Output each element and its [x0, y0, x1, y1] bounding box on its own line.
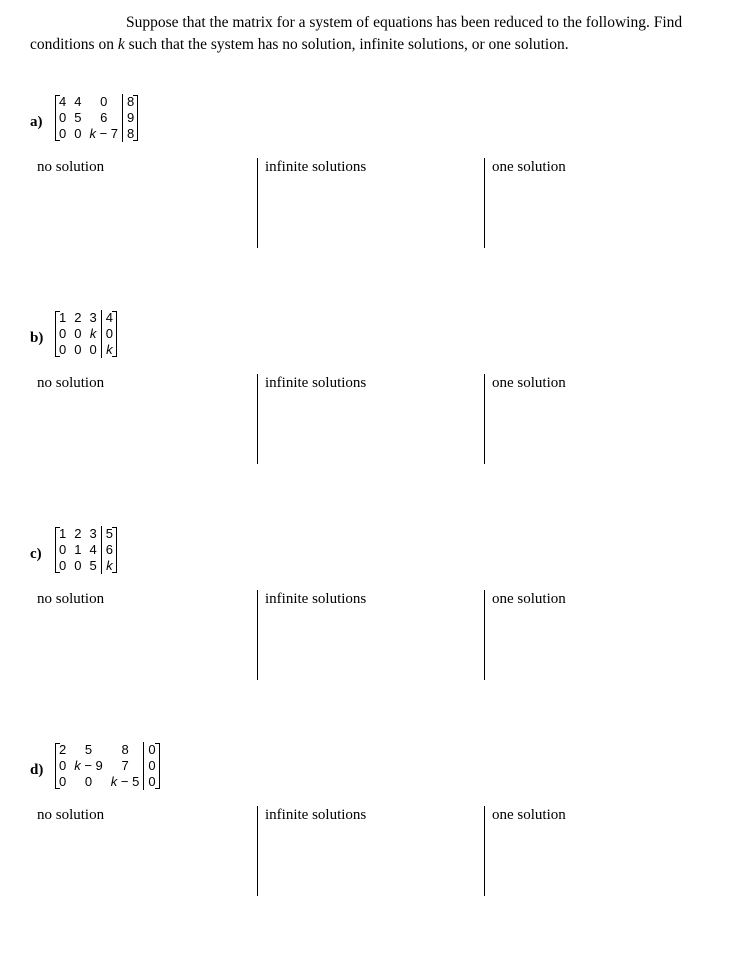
column-divider	[484, 806, 485, 896]
matrix-cell: 0	[59, 558, 67, 573]
column-divider	[257, 374, 258, 464]
matrix-cell: 0	[89, 342, 97, 357]
matrix-cell: k − 7	[89, 126, 119, 141]
instructions-text-a: conditions on	[30, 36, 118, 53]
matrix-cell: 0	[84, 774, 93, 789]
matrix-cell: 4	[89, 542, 97, 557]
matrix-cell: 7	[121, 758, 129, 773]
matrix-cell: 9	[123, 110, 139, 126]
matrix-cell: 0	[74, 342, 82, 357]
problem-c	[0, 526, 736, 726]
matrix-cell: k − 9	[74, 758, 103, 773]
matrix-cell: 0	[59, 326, 67, 341]
instructions-variable: k	[117, 36, 125, 53]
instructions-line-2	[30, 34, 720, 56]
matrix-cell: 8	[123, 126, 139, 142]
infinite-solutions-label: infinite solutions	[265, 807, 367, 823]
one-solution-label: one solution	[492, 375, 566, 391]
column-divider	[257, 158, 258, 248]
matrix-cell: 2	[59, 742, 67, 757]
problem-label: c)	[30, 546, 42, 562]
augmented-matrix	[55, 94, 138, 142]
matrix-cell: 2	[74, 526, 82, 541]
matrix-cell: 0	[59, 758, 67, 773]
matrix-cell: 2	[74, 310, 82, 325]
column-divider	[484, 590, 485, 680]
one-solution-label: one solution	[492, 591, 566, 607]
infinite-solutions-label: infinite solutions	[265, 591, 367, 607]
matrix-cell: 1	[59, 526, 67, 541]
matrix-cell: 5	[89, 558, 97, 573]
one-solution-label: one solution	[492, 159, 566, 175]
matrix-cell: 0	[100, 94, 108, 109]
matrix-cell: 0	[144, 742, 160, 758]
column-divider	[484, 374, 485, 464]
matrix-cell: 3	[89, 526, 97, 541]
matrix-cell: 0	[74, 326, 82, 341]
column-divider	[257, 806, 258, 896]
problem-a	[0, 94, 736, 294]
matrix-cell: 0	[144, 758, 160, 774]
matrix-cell: 0	[144, 774, 160, 790]
matrix-cell: 0	[74, 558, 82, 573]
matrix-cell: k	[101, 558, 117, 574]
problem-label: b)	[30, 330, 44, 346]
one-solution-label: one solution	[492, 807, 566, 823]
problem-label: a)	[30, 114, 43, 130]
no-solution-label: no solution	[37, 159, 105, 175]
matrix-cell: 5	[84, 742, 93, 757]
matrix-cell: 0	[59, 774, 67, 789]
matrix-cell: 0	[59, 110, 67, 125]
matrix-cell: 6	[100, 110, 108, 125]
problem-d	[0, 742, 736, 942]
instructions-line-1: Suppose that the matrix for a system of equations has been reduced to the following. Find	[126, 14, 683, 31]
problem-b	[0, 310, 736, 510]
matrix-cell: 6	[101, 542, 117, 558]
matrix-cell: 8	[123, 94, 139, 110]
matrix-cell: 4	[74, 94, 82, 109]
infinite-solutions-label: infinite solutions	[265, 375, 367, 391]
column-divider	[257, 590, 258, 680]
infinite-solutions-label: infinite solutions	[265, 159, 367, 175]
no-solution-label: no solution	[37, 591, 105, 607]
matrix-cell: 1	[74, 542, 82, 557]
matrix-cell: 0	[101, 326, 117, 342]
matrix-cell: 0	[59, 542, 67, 557]
matrix-cell: 4	[59, 94, 67, 109]
augmented-matrix	[55, 526, 117, 574]
no-solution-label: no solution	[37, 375, 105, 391]
matrix-cell: k	[89, 326, 97, 341]
matrix-cell: 0	[59, 126, 67, 141]
matrix-cell: 8	[121, 742, 129, 757]
augmented-matrix	[55, 310, 117, 358]
matrix-cell: 5	[74, 110, 82, 125]
instructions-text-b: such that the system has no solution, infinite solutions, or one solution.	[124, 36, 569, 53]
matrix-cell: k − 5	[110, 774, 140, 789]
problem-label: d)	[30, 762, 44, 778]
matrix-cell: k	[101, 342, 117, 358]
column-divider	[484, 158, 485, 248]
matrix-cell: 1	[59, 310, 67, 325]
matrix-cell: 4	[101, 310, 117, 326]
matrix-cell: 0	[59, 342, 67, 357]
matrix-cell: 5	[101, 526, 117, 542]
instructions	[30, 12, 720, 56]
augmented-matrix	[55, 742, 160, 790]
matrix-cell: 3	[89, 310, 97, 325]
no-solution-label: no solution	[37, 807, 105, 823]
matrix-cell: 0	[74, 126, 82, 141]
